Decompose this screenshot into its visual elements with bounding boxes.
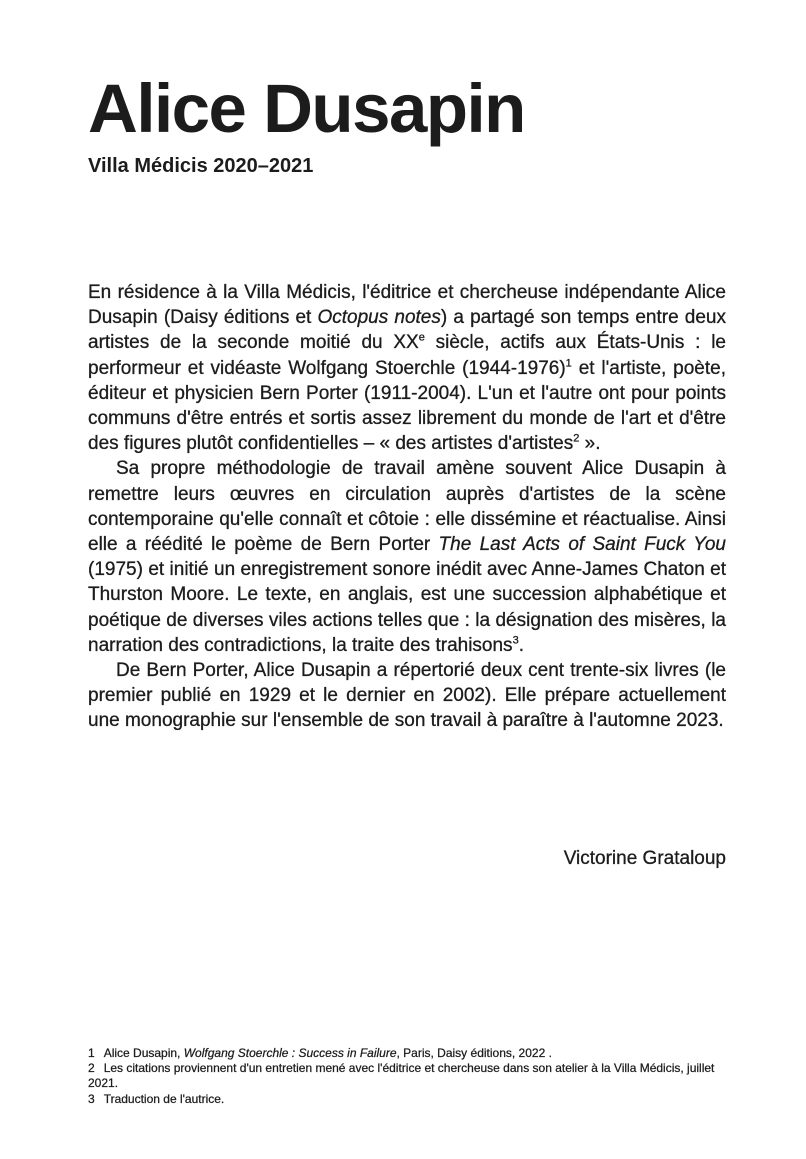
header (88, 70, 525, 178)
footnote-2-text: Les citations proviennent d'un entretien mené avec l'éditrice et chercheuse dans son atelier à la Villa Médicis, juillet 2021. (88, 1061, 715, 1091)
footnote-3 (88, 1092, 736, 1107)
paragraph-1: En résidence à la Villa Médicis, l'éditrice et chercheuse indépendante Alice Dusapin (Daisy éditions et Octopus notes) a partagé son temps entre deux artistes de la seconde moitié du XXe siècle, actifs aux États-Unis : le performeur et vidéaste Wolfgang Stoerchle (1944-1976)$^1$ et l'artiste, poète, éditeur et physicien Bern Porter (1911-2004). L'un et l'autre ont pour points communs d'être entrés et sortis assez librement du monde de l'art et d'être des figures plutôt confidentielles – « des artistes d'artistes$^2$ ». (88, 282, 727, 455)
footnote-2-number: 2 (88, 1061, 95, 1076)
footnote-2 (88, 1061, 736, 1091)
footnotes (88, 1046, 736, 1107)
body-text (88, 280, 726, 734)
page-subtitle: Villa Médicis 2020–2021 (88, 155, 314, 177)
footnote-1-number: 1 (88, 1046, 95, 1060)
footnote-1 (88, 1046, 736, 1061)
footnote-3-number: 3 (88, 1091, 95, 1106)
paragraph-2: Sa propre méthodologie de travail amène souvent Alice Dusapin à remettre leurs œuvres en circulation auprès d'artistes de la scène contemporaine qu'elle connaît et côtoie : elle dissémine et réactualise. Ainsi elle a réédité le poème de Bern Porter The Last Acts of Saint Fuck You (1975) et initié un enregistrement sonore inédit avec Anne-James Chaton et Thurston Moore. Le texte, en anglais, est une succession alphabétique et poétique de diverses viles actions telles que : la désignation des misères, la narration des contradictions, la traite des trahisons$^3$. (88, 458, 726, 656)
footnote-3-text: Traduction de l'autrice. (103, 1091, 225, 1106)
page-title: Alice Dusapin (88, 70, 525, 147)
author-signature: Victorine Grataloup (563, 848, 726, 869)
footnote-1-text: Alice Dusapin, Wolfgang Stoerchle : Success in Failure, Paris, Daisy éditions, 2022 . (103, 1046, 552, 1060)
paragraph-3: De Bern Porter, Alice Dusapin a répertorié deux cent trente-six livres (le premier publié en 1929 et le dernier en 2002). Elle prépare actuellement une monographie sur l'ensemble de son travail à paraître à l'automne 2023. (88, 660, 726, 732)
